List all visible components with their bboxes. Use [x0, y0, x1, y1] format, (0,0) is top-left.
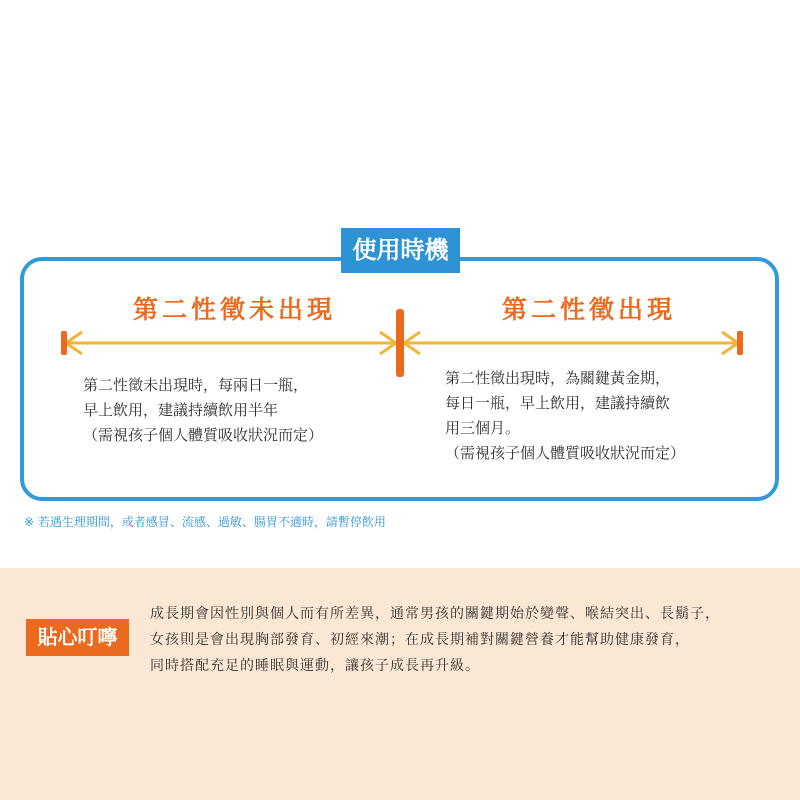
stage-description-appeared [445, 366, 685, 466]
description-line: （需視孩子個人體質吸收狀況而定） [83, 426, 324, 444]
pause-usage-footnote: ※ 若遇生理期間，或者感冒、流感、過敏、腸胃不適時，請暫停飲用 [24, 515, 386, 529]
usage-timing-title: 使用時機 [341, 228, 460, 273]
stage-heading-not-appeared: 第二性徵未出現 [133, 295, 337, 324]
tips-line: 成長期會因性別與個人而有所差異，通常男孩的關鍵期始於變聲、喉結突出、長鬍子， [150, 606, 720, 622]
tips-label: 貼心叮嚀 [26, 619, 129, 656]
description-line: 每日一瓶，早上飲用，建議持續飲 [445, 394, 671, 412]
description-line: 用三個月。 [445, 419, 521, 437]
stage-description-not-appeared [83, 373, 323, 448]
tips-text [150, 601, 720, 679]
tips-line: 同時搭配充足的睡眠與運動，讓孩子成長再升級。 [150, 658, 480, 674]
description-line: 早上飲用，建議持續飲用半年 [83, 401, 279, 419]
description-line: 第二性徵出現時，為關鍵黃金期， [445, 369, 671, 387]
description-line: 第二性徵未出現時，每兩日一瓶， [83, 376, 309, 394]
tips-line: 女孩則是會出現胸部發育、初經來潮；在成長期補對關鍵營養才能幫助健康發育， [150, 632, 690, 648]
stage-heading-appeared: 第二性徵出現 [502, 295, 677, 324]
description-line: （需視孩子個人體質吸收狀況而定） [445, 444, 686, 462]
